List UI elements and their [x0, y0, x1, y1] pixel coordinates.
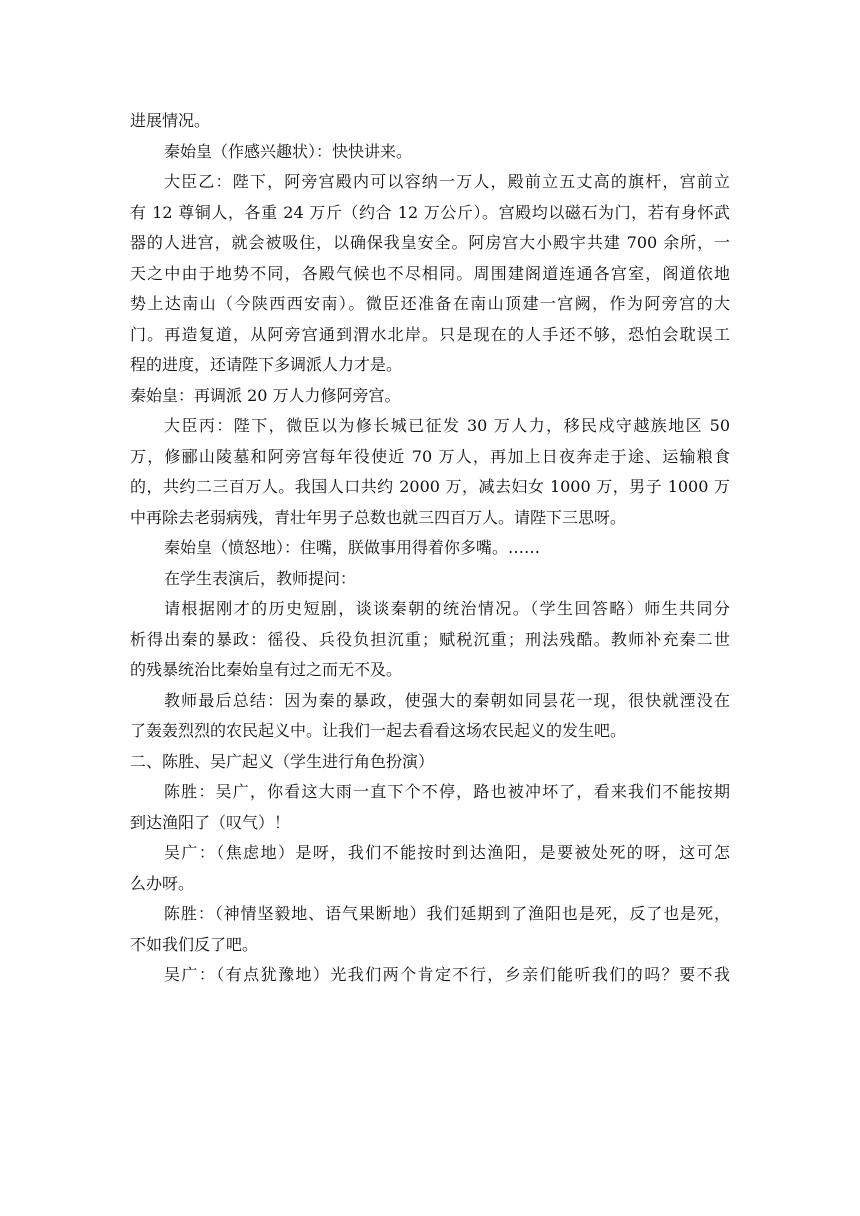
text-line: 到达渔阳了（叹气）！ [130, 812, 291, 832]
text-line: 不如我们反了吧。 [130, 934, 259, 954]
text-line: 的，共约二三百万人。我国人口共约 2000 万，减去妇女 1000 万，男子 1000 万 [130, 477, 730, 496]
text-line: 程的进度，还请陛下多调派人力才是。 [130, 355, 403, 374]
text-line: 秦始皇（愤怒地）：住嘴，朕做事用得着你多嘴。…… [164, 538, 541, 557]
text-line: 的残暴统治比秦始皇有过之而无不及。 [130, 660, 403, 679]
text-line: 陈胜：吴广，你看这大雨一直下个不停，路也被冲坏了，看来我们不能按期 [164, 782, 730, 801]
text-line: 秦始皇（作感兴趣状）：快快讲来。 [164, 141, 413, 161]
text-line: 析得出秦的暴政：徭役、兵役负担沉重；赋税沉重；刑法残酷。教师补充秦二世 [130, 629, 730, 649]
text-line: 大臣丙：陛下，微臣以为修长城已征发 30 万人力，移民戍守越族地区 50 [164, 416, 730, 435]
text-line: 势上达南山（今陕西西安南）。微臣还准备在南山顶建一宫阙，作为阿旁宫的大 [130, 294, 730, 313]
text-line: 大臣乙：陛下，阿旁宫殿内可以容纳一万人，殿前立五丈高的旗杆，宫前立 [164, 172, 730, 191]
text-line: 在学生表演后，教师提问： [164, 568, 357, 588]
document-body [130, 106, 730, 991]
text-line: 有 12 尊铜人，各重 24 万斤（约合 12 万公斤）。宫殿均以磁石为门，若有身怀武 [130, 202, 730, 222]
text-line: 器的人进宫，就会被吸住，以确保我皇安全。阿房宫大小殿宇共建 700 余所，一 [130, 233, 730, 252]
text-line: 了轰轰烈烈的农民起义中。让我们一起去看看这场农民起义的发生吧。 [130, 721, 627, 740]
text-line: 秦始皇：再调派 20 万人力修阿旁宫。 [130, 385, 401, 405]
text-line: 教师最后总结：因为秦的暴政，使强大的秦朝如同昙花一现，很快就湮没在 [164, 690, 730, 710]
text-line: 二、陈胜、吴广起义（学生进行角色扮演） [130, 751, 435, 771]
text-line: 么办呀。 [130, 873, 195, 893]
document-page [130, 106, 730, 991]
text-line: 吴广：（有点犹豫地）光我们两个肯定不行，乡亲们能听我们的吗？要不我 [164, 965, 730, 984]
text-line: 吴广：（焦虑地）是呀，我们不能按时到达渔阳，是要被处死的呀，这可怎 [164, 843, 730, 862]
text-line: 请根据刚才的历史短剧，谈谈秦朝的统治情况。（学生回答略）师生共同分 [164, 599, 730, 618]
text-line: 万，修郦山陵墓和阿旁宫每年役使近 70 万人，再加上日夜奔走于途、运输粮食 [130, 446, 730, 466]
text-line: 中再除去老弱病残，青壮年男子总数也就三四百万人。请陛下三思呀。 [130, 507, 627, 527]
text-line: 天之中由于地势不同，各殿气候也不尽相同。周围建阁道连通各宫室，阁道依地 [130, 263, 730, 283]
text-line: 陈胜：（神情坚毅地、语气果断地）我们延期到了渔阳也是死，反了也是死， [164, 904, 730, 923]
text-line: 进展情况。 [130, 111, 211, 130]
text-line: 门。再造复道，从阿旁宫通到渭水北岸。只是现在的人手还不够，恐怕会耽误工 [130, 324, 730, 344]
